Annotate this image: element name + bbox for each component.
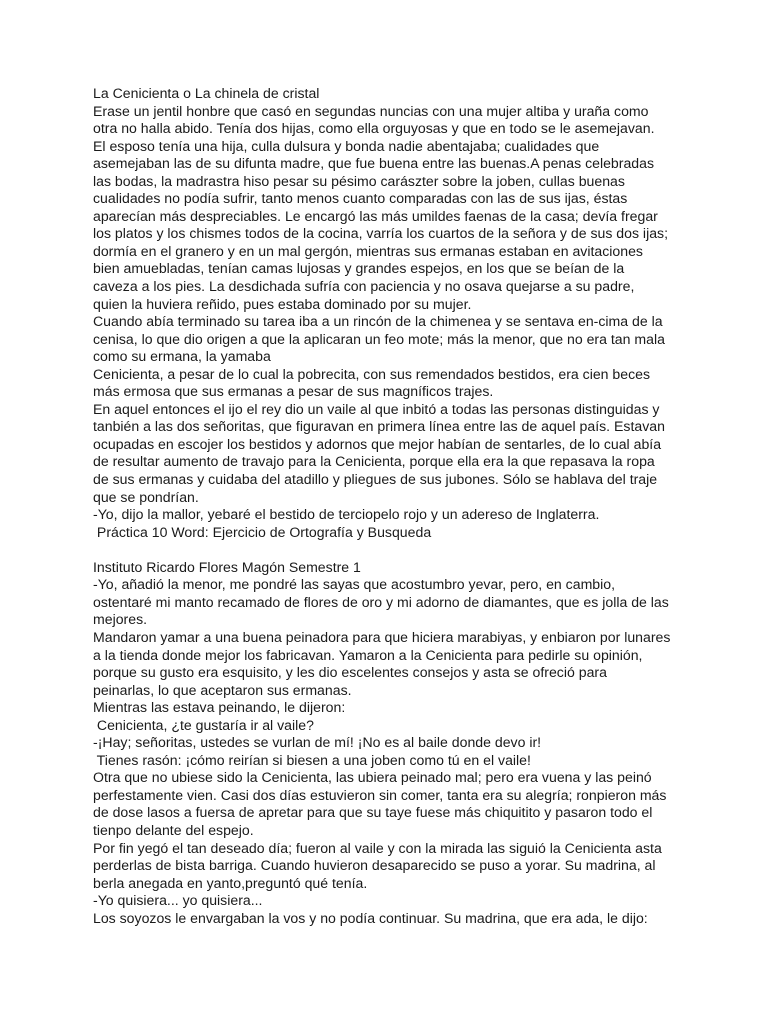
document-line: Por fin yegó el tan deseado día; fueron al vaile y con la mirada las siguió la Cenicienta asta: [93, 839, 662, 856]
document-line: -Yo, dijo la mallor, yebaré el bestido de terciopelo rojo y un adereso de Inglaterra.: [93, 506, 600, 523]
document-line: quien la huviera reñido, pues estaba dominado por su mujer.: [93, 295, 472, 312]
document-line: Mandaron yamar a una buena peinadora para que hiciera marabiyas, y enbiaron por lunares: [93, 628, 671, 645]
document-line: perderlas de bista barriga. Cuando huvieron desaparecido se puso a yorar. Su madrina, al: [93, 857, 656, 874]
document-line: de dose lasos a fuersa de apretar para que su taye fuese más chiquitito y pasaron todo el: [93, 804, 653, 821]
document-line: En aquel entonces el ijo el rey dio un vaile al que inbitó a todas las personas distinguidas y: [93, 400, 660, 417]
document-line: Erase un jentil honbre que casó en segundas nuncias con una mujer altiba y uraña como: [93, 102, 649, 119]
document-line: Instituto Ricardo Flores Magón Semestre 1: [93, 558, 361, 575]
document-line: Otra que no ubiese sido la Cenicienta, las ubiera peinado mal; pero era vuena y las peinó: [93, 769, 652, 786]
document-line: a la tienda donde mejor los fabricavan. Yamaron a la Cenicienta para pedirle su opinión,: [93, 646, 643, 663]
document-line: ocupadas en escojer los bestidos y adornos que mejor habían de sentarles, de lo cual abía: [93, 435, 662, 452]
document-line: Cenicienta, a pesar de lo cual la pobrecita, con sus remendados bestidos, era cien beces: [93, 365, 651, 382]
document-line: Cenicienta, ¿te gustaría ir al vaile?: [93, 716, 314, 733]
document-line: -Yo, añadió la menor, me pondré las sayas que acostumbro yevar, pero, en cambio,: [93, 576, 616, 593]
document-line: de resultar aumento de travajo para la Cenicienta, porque ella era la que repasava la ropa: [93, 453, 655, 470]
document-line: -Yo quisiera... yo quisiera...: [93, 892, 263, 909]
document-line: -¡Hay; señoritas, ustedes se vurlan de mí! ¡No es al baile donde devo ir!: [93, 734, 542, 751]
document-line: Cuando abía terminado su tarea iba a un rincón de la chimenea y se sentava en-cima de la: [93, 313, 663, 330]
document-line: El esposo tenía una hija, culla dulsura y bonda nadie abentajaba; cualidades que: [93, 137, 600, 154]
document-line: perfestamente vien. Casi dos días estuvieron sin comer, tanta era su alegría; ronpieron más: [93, 786, 667, 803]
document-line: aparecían más despreciables. Le encargó las más umildes faenas de la casa; devía fregar: [93, 207, 658, 224]
document-line: más ermosa que sus ermanas a pesar de sus magníficos trajes.: [93, 383, 494, 400]
document-line: caveza a los pies. La desdichada sufría con paciencia y no osava quejarse a su padre,: [93, 278, 635, 295]
document-body: [93, 85, 675, 927]
document-line: Tienes rasón: ¡cómo reirían si biesen a una joben como tú en el vaile!: [93, 751, 531, 768]
document-line: tanbién a las dos señoritas, que figuravan en primera línea entre las de aquel país. Estavan: [93, 418, 665, 435]
document-line: berla anegada en yanto,preguntó qué tenía.: [93, 874, 368, 891]
document-line: La Cenicienta o La chinela de cristal: [93, 85, 320, 101]
document-line: Práctica 10 Word: Ejercicio de Ortografía y Busqueda: [93, 523, 432, 540]
document-line: las bodas, la madrastra hiso pesar su pésimo carászter sobre la joben, cullas buenas: [93, 172, 625, 189]
document-line: dormía en el granero y en un mal gergón, mientras sus ermanas estaban en avitaciones: [93, 242, 643, 259]
document-line: los platos y los chismes todos de la cocina, varría los cuartos de la señora y de sus dos ijas;: [93, 225, 668, 242]
document-line: Los soyozos le envargaban la vos y no podía continuar. Su madrina, que era ada, le dijo:: [93, 909, 648, 926]
document-line: porque su gusto era esquisito, y les dio escelentes consejos y asta se ofreció para: [93, 664, 607, 681]
document-line: peinarlas, lo que aceptaron sus ermanas.: [93, 681, 352, 698]
document-line: mejores.: [93, 611, 148, 628]
document-line: de sus ermanas y cuidaba del atadillo y pliegues de sus jubones. Sólo se hablava del traje: [93, 471, 658, 488]
document-line: cenisa, lo que dio origen a que la aplicaran un feo mote; más la menor, que no era tan mala: [93, 330, 665, 347]
blank-line: [93, 541, 675, 559]
document-line: otra no halla abido. Tenía dos hijas, como ella orguyosas y que en todo se le asemejavan.: [93, 120, 655, 137]
document-line: Mientras las estava peinando, le dijeron:: [93, 699, 346, 716]
document-line: asemejaban las de su difunta madre, que fue buena entre las buenas.A penas celebradas: [93, 155, 655, 172]
document-line: tienpo delante del espejo.: [93, 821, 254, 838]
document-line: cualidades no podía sufrir, tanto menos cuanto comparadas con las de sus ijas, éstas: [93, 190, 628, 207]
document-line: que se pondrían.: [93, 488, 199, 505]
document-line: como su ermana, la yamaba: [93, 348, 271, 365]
document-line: bien amuebladas, tenían camas lujosas y grandes espejos, en los que se beían de la: [93, 260, 625, 277]
document-line: ostentaré mi manto recamado de flores de oro y mi adorno de diamantes, que es jolla de las: [93, 593, 669, 610]
